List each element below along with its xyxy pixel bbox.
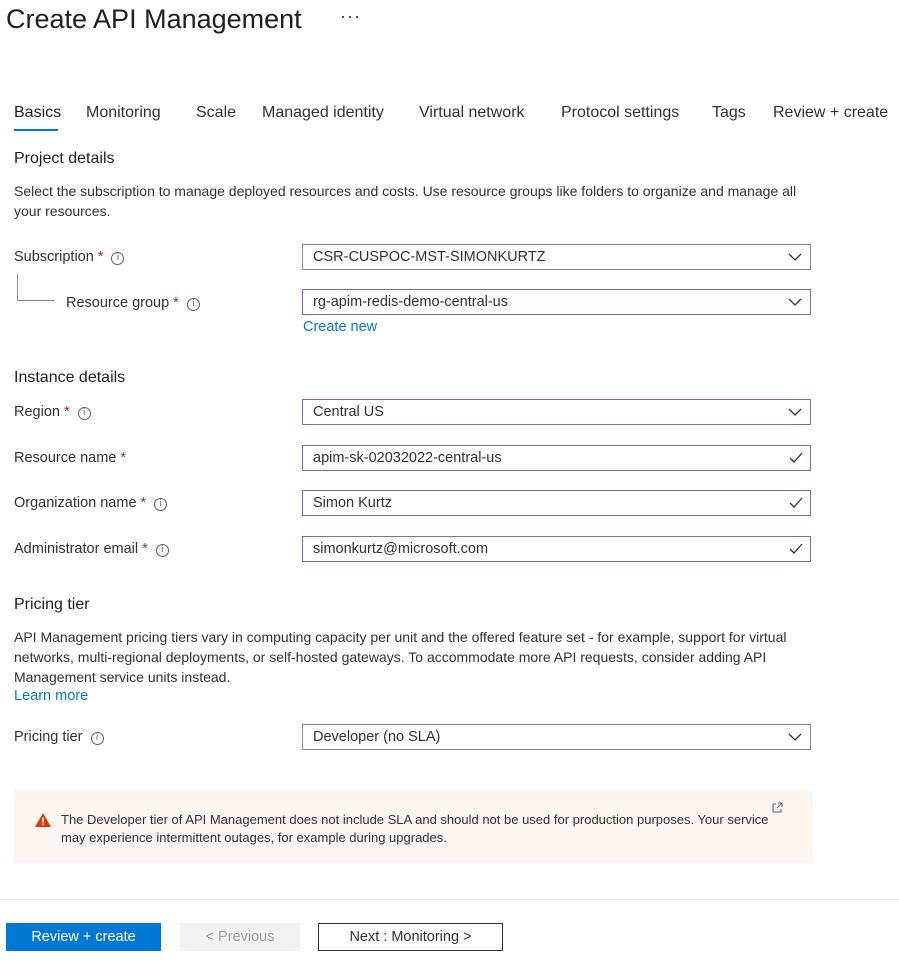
more-options-icon[interactable]: ··· (340, 6, 361, 26)
warning-icon (34, 812, 52, 828)
resource-group-value: rg-apim-redis-demo-central-us (313, 294, 508, 310)
organization-name-value: Simon Kurtz (313, 495, 392, 511)
pricing-tier-value: Developer (no SLA) (313, 729, 441, 745)
tab-bar (0, 100, 899, 134)
resource-name-value: apim-sk-02032022-central-us (313, 450, 502, 466)
checkmark-icon (789, 452, 803, 464)
checkmark-icon (789, 497, 803, 509)
administrator-email-label (14, 541, 169, 557)
tab-monitoring[interactable]: Monitoring (86, 104, 161, 121)
tab-managed-identity[interactable]: Managed identity (262, 104, 384, 121)
region-label-text: Region (14, 404, 60, 420)
required-marker: * (63, 404, 70, 420)
required-marker: * (142, 541, 148, 557)
chevron-down-icon (788, 252, 802, 262)
tree-connector-vertical (17, 274, 18, 300)
resource-name-label-text: Resource name (14, 450, 117, 466)
checkmark-icon (789, 543, 803, 555)
info-icon[interactable]: i (111, 252, 124, 265)
review-create-button[interactable]: Review + create (6, 923, 161, 951)
subscription-label-text: Subscription (14, 249, 94, 265)
tab-basics[interactable]: Basics (14, 104, 62, 121)
pricing-tier-label (14, 729, 104, 745)
warning-text: The Developer tier of API Management does not include SLA and should not be used for production purposes. Your service may experience intermittent outages, for example during upgrades. (61, 812, 769, 845)
tab-scale[interactable]: Scale (196, 104, 237, 121)
project-details-heading: Project details (14, 150, 115, 167)
region-value: Central US (313, 404, 384, 420)
subscription-value: CSR-CUSPOC-MST-SIMONKURTZ (313, 249, 546, 265)
resource-name-input[interactable] (302, 445, 811, 471)
required-marker: * (140, 495, 147, 511)
administrator-email-value: simonkurtz@microsoft.com (313, 541, 489, 557)
learn-more-link[interactable]: Learn more (14, 688, 89, 704)
required-marker: * (120, 450, 127, 466)
resource-group-dropdown[interactable] (302, 289, 811, 315)
pricing-tier-description: API Management pricing tiers vary in computing capacity per unit and the offered feature set - for example, support for virtual networks, multi-regional deployments, or self-hosted gateways. To accommodate more API requests, consider adding API Management service units instead. (14, 629, 787, 685)
organization-name-input[interactable] (302, 490, 811, 516)
pricing-tier-dropdown[interactable] (302, 724, 811, 750)
chevron-down-icon (788, 732, 802, 742)
tab-review-create[interactable]: Review + create (773, 104, 889, 121)
info-icon[interactable]: i (154, 498, 167, 511)
administrator-email-input[interactable] (302, 536, 811, 562)
active-tab-indicator (14, 129, 58, 131)
footer-divider (0, 899, 899, 900)
administrator-email-label-text: Administrator email (14, 541, 139, 557)
next-monitoring-button[interactable]: Next : Monitoring > (318, 923, 503, 951)
resource-group-label (66, 295, 200, 311)
external-link-icon[interactable] (772, 802, 783, 813)
pricing-tier-heading: Pricing tier (14, 596, 90, 613)
organization-name-label-text: Organization name (14, 495, 137, 511)
organization-name-label (14, 495, 167, 511)
pricing-tier-label-text: Pricing tier (14, 729, 83, 745)
subscription-label (14, 249, 124, 265)
region-dropdown[interactable] (302, 399, 811, 425)
subscription-dropdown[interactable] (302, 244, 811, 270)
developer-tier-warning (14, 790, 813, 863)
instance-details-heading: Instance details (14, 369, 126, 386)
info-icon[interactable]: i (187, 298, 200, 311)
required-marker: * (173, 295, 179, 311)
info-icon[interactable]: i (78, 407, 91, 420)
chevron-down-icon (788, 407, 802, 417)
tree-connector-horizontal (17, 300, 55, 301)
info-icon[interactable]: i (91, 732, 104, 745)
resource-group-label-text: Resource group (66, 295, 170, 311)
required-marker: * (97, 249, 104, 265)
create-new-resource-group-link[interactable]: Create new (303, 319, 378, 335)
tab-virtual-network[interactable]: Virtual network (419, 104, 525, 121)
tab-protocol-settings[interactable]: Protocol settings (561, 104, 680, 121)
tab-tags[interactable]: Tags (712, 104, 746, 121)
info-icon[interactable]: i (156, 544, 169, 557)
region-label (14, 404, 91, 420)
chevron-down-icon (788, 297, 802, 307)
project-details-description: Select the subscription to manage deployed resources and costs. Use resource groups like folders to organize and manage all your resources. (14, 183, 797, 219)
previous-button[interactable]: < Previous (180, 923, 300, 951)
page-title: Create API Management (6, 4, 302, 34)
resource-name-label (14, 450, 126, 466)
